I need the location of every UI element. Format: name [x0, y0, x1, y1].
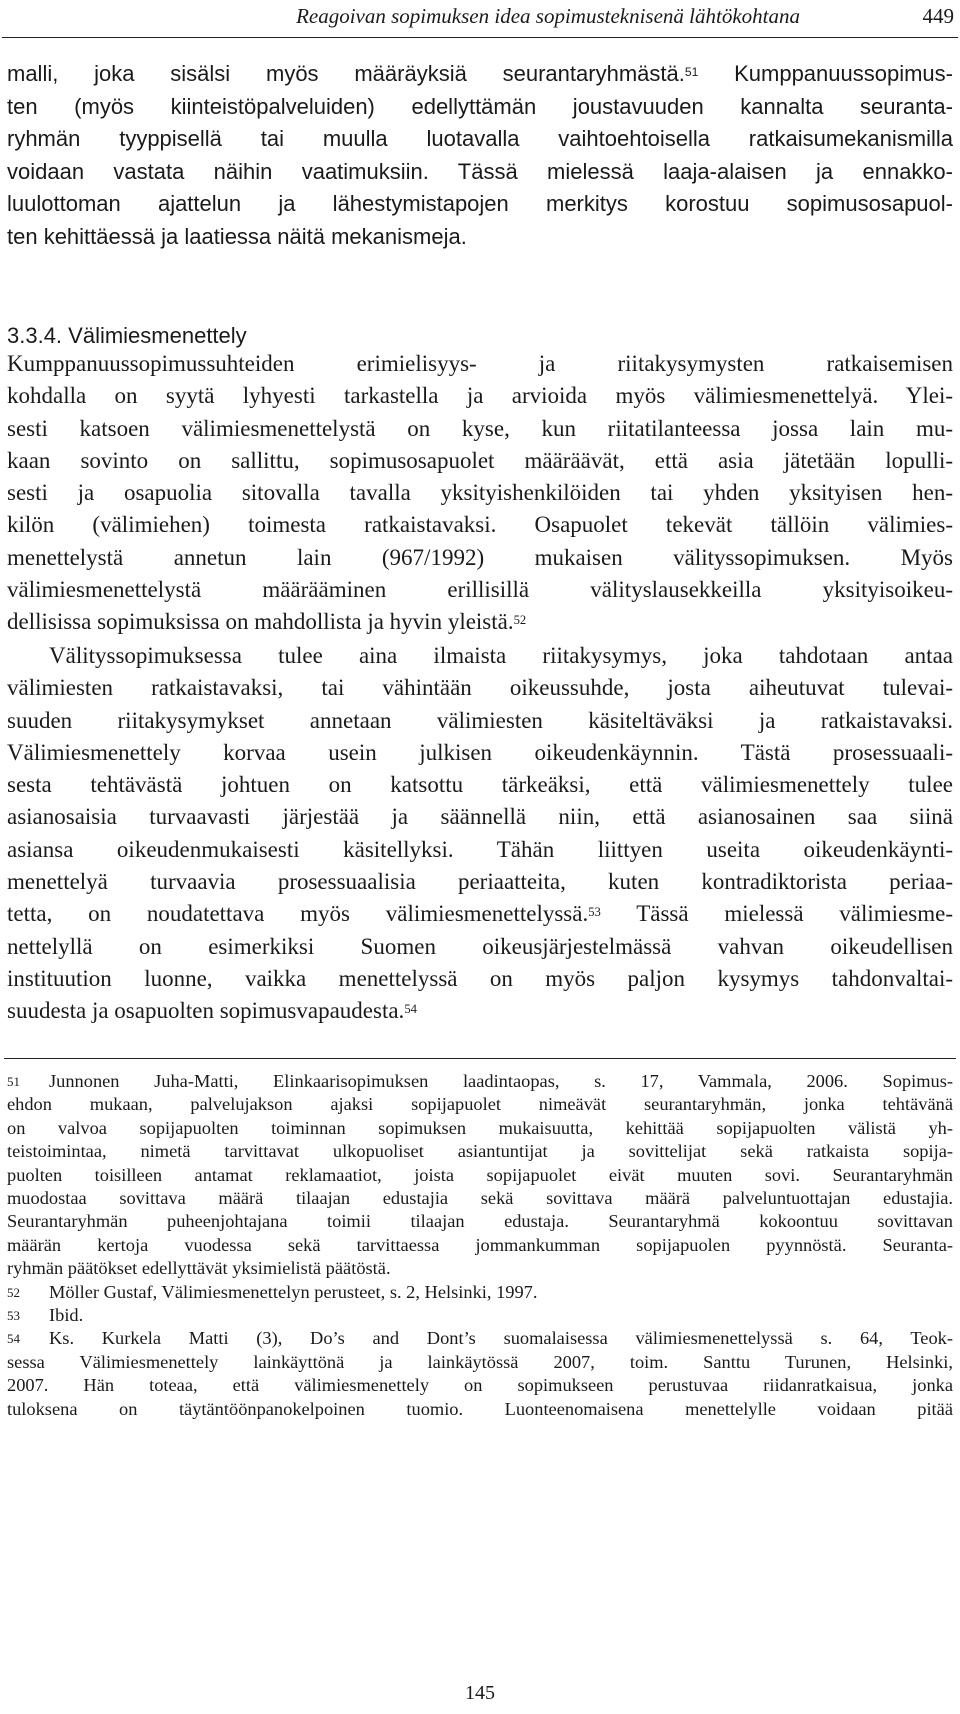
paragraph-arbitration-agreement [7, 640, 953, 1028]
text-line: sesta tehtävästä johtuen on katsottu tärkeäksi, että välimiesmenettely tulee [7, 772, 953, 798]
running-header [0, 0, 960, 50]
text-line: ten (myös kiinteistöpalveluiden) edellyttämän joustavuuden kannalta seuranta- [7, 93, 953, 119]
text-line: sesti ja osapuolia sitovalla tavalla yksityishenkilöiden tai yhden yksityisen hen- [7, 480, 953, 506]
text-line: kilön (välimiehen) toimesta ratkaistavaksi. Osapuolet tekevät tällöin välimies- [7, 512, 953, 538]
footnote-ref-51[interactable]: 51 [684, 65, 699, 79]
text-line: kohdalla on syytä lyhyesti tarkastella ja arvioida myös välimiesmenettelyä. Ylei- [7, 383, 953, 409]
text-line: ryhmän tyyppisellä tai muulla luotavalla vaihtoehtoisella ratkaisumekanismilla [7, 126, 953, 151]
running-header-title: Reagoivan sopimuksen idea sopimusteknisenä lähtökohtana [296, 4, 800, 28]
footnote-line: on valvoa sopijapuolten toiminnan sopimuksen mukaisuutta, kehittää sopijapuolten välistä yh- [7, 1117, 953, 1138]
footnote-separator [4, 1058, 956, 1059]
text-line: kaan sovinto on sallittu, sopimusosapuolet määräävät, että asia jätetään lopulli- [7, 447, 953, 473]
running-header-page-number: 449 [922, 4, 954, 28]
footnote-ref-53[interactable]: 53 [588, 905, 601, 920]
footnote-51: 51 Junnonen Juha-Matti, Elinkaarisopimuksen laadintaopas, s. 17, Vammala, 2006. Sopimus- [7, 1070, 953, 1093]
text-line: asianosaisia turvaavasti järjestää ja säännellä niin, että asianosainen saa siinä [7, 804, 953, 830]
footnote-54: 54 Ks. Kurkela Matti (3), Do’s and Dont’s suomalaisessa välimiesmenettelyssä s. 64, Teok- [7, 1327, 953, 1350]
section-heading: 3.3.4. Välimiesmenettely [7, 323, 247, 348]
text-line: tetta, on noudatettava myös välimiesmenettelyssä.$^{53}$ Tässä mielessä välimiesme- [7, 901, 953, 927]
footnote-52: 52 Möller Gustaf, Välimiesmenettelyn perusteet, s. 2, Helsinki, 1997. [7, 1281, 953, 1304]
text-line: Kumppanuussopimussuhteiden erimielisyys- ja riitakysymysten ratkaisemisen [7, 351, 953, 376]
footnote-line: tuloksena on täytäntöönpanokelpoinen tuomio. Luonteenomaisena menettelylle voidaan pitää [7, 1398, 953, 1419]
text-line: asiansa oikeudenmukaisesti käsitellyksi. Tähän liittyen useita oikeudenkäynti- [7, 836, 953, 862]
footnote-line: sessa Välimiesmenettely lainkäyttönä ja lainkäytössä 2007, toim. Santtu Turunen, Helsinki, [7, 1351, 953, 1372]
text-line: Välityssopimuksessa tulee aina ilmaista riitakysymys, joka tahdotaan antaa [49, 643, 953, 668]
text-line: instituution luonne, vaikka menettelyssä on myös paljon kysymys tahdonvaltai- [7, 965, 953, 991]
footnote-ref-54[interactable]: 54 [404, 1002, 417, 1017]
text-line: välimiesmenettelystä määrääminen erillisillä välityslausekkeilla yksityisoikeu- [7, 577, 953, 603]
footnote-number: 51 [7, 1074, 20, 1089]
text-line: menettelyä turvaavia prosessuaalisia periaatteita, kuten kontradiktorista periaa- [7, 869, 953, 895]
text-line: ten kehittäessä ja laatiessa näitä mekanismeja. [7, 223, 467, 249]
footnote-line: muodostaa sovittava määrä tilaajan edustajia sekä sovittava määrä palveluntuottajan edustajia. [7, 1188, 953, 1209]
footnotes [7, 1070, 953, 1421]
paragraph-intro [7, 58, 953, 253]
footnote-line: teistoimintaa, nimetä tarvittavat ulkopuoliset asiantuntijat ja sovittelijat sekä ratkaista sopija- [7, 1141, 953, 1162]
text-line: Välimiesmenettely korvaa usein julkisen oikeudenkäynnin. Tästä prosessuaali- [7, 739, 953, 765]
text-line: suuden riitakysymykset annetaan välimiesten käsiteltäväksi ja ratkaistavaksi. [7, 707, 953, 733]
text-line: dellisissa sopimuksissa on mahdollista ja hyvin yleistä.$^{52}$ [7, 609, 527, 635]
text-line: sesti katsoen välimiesmenettelystä on kyse, kun riitatilanteessa jossa lain mu- [7, 415, 953, 441]
header-rule [2, 37, 958, 38]
text-line: malli, joka sisälsi myös määräyksiä seurantaryhmästä.$^{51}$ Kumppanuussopimus- [7, 61, 953, 86]
footnote-number: 53 [7, 1308, 20, 1324]
footnote-53: 53 Ibid. [7, 1304, 953, 1327]
page-number: 145 [465, 1682, 495, 1704]
text-line: menettelystä annetun lain (967/1992) mukaisen välityssopimuksen. Myös [7, 544, 953, 570]
footnote-number: 52 [7, 1284, 20, 1300]
footnote-ref-52[interactable]: 52 [513, 613, 527, 628]
text-line: välimiesten ratkaistavaksi, tai vähintään oikeussuhde, josta aiheutuvat tulevai- [7, 675, 953, 701]
text-line: nettelyllä on esimerkiksi Suomen oikeusjärjestelmässä vahvan oikeudellisen [7, 933, 953, 959]
footnote-number: 54 [7, 1331, 20, 1347]
footnote-line: puolten toisilleen antamat reklamaatiot, joista sopijapuolet eivät muuten sovi. Seurantaryhmän [7, 1164, 953, 1185]
footnote-line: ehdon mukaan, palvelujakson ajaksi sopijapuolet nimeävät seurantaryhmän, jonka tehtävänä [7, 1094, 953, 1115]
text-line: voidaan vastata näihin vaatimuksiin. Tässä mielessä laaja-alaisen ja ennakko- [7, 158, 953, 184]
paragraph-arbitration-intro [7, 348, 953, 639]
footnote-line: ryhmän päätökset edellyttävät yksimielistä päätöstä. [7, 1258, 391, 1279]
footnote-line: määrän kertoja vuodessa sekä tarvittaessa jommankumman sopijapuolen pyynnöstä. Seuranta- [7, 1234, 953, 1255]
text-line: luulottoman ajattelun ja lähestymistapojen merkitys korostuu sopimusosapuol- [7, 191, 953, 216]
text-line: suudesta ja osapuolten sopimusvapaudesta.$^{54}$ [7, 998, 417, 1024]
footnote-line: Seurantaryhmän puheenjohtajana toimii tilaajan edustaja. Seurantaryhmä kokoontuu sovittavan [7, 1211, 953, 1232]
footnote-line: 2007. Hän toteaa, että välimiesmenettely on sopimukseen perustuvaa riidanratkaisua, jonka [7, 1375, 953, 1396]
